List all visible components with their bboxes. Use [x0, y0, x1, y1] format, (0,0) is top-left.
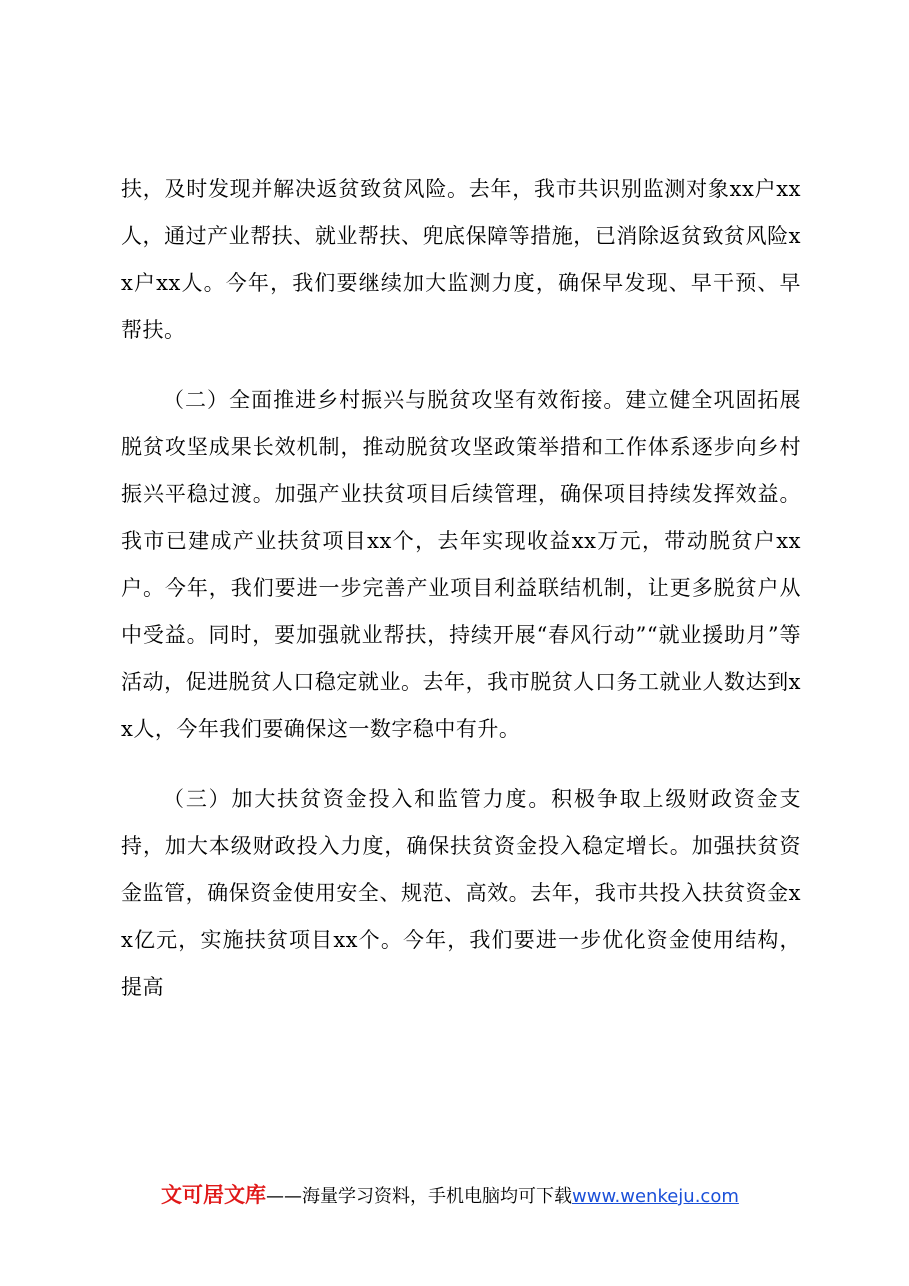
footer-brand: 文可居文库	[161, 1183, 266, 1207]
footer-tagline: ——海量学习资料，手机电脑均可下载	[266, 1186, 572, 1207]
paragraph-continuation: 扶，及时发现并解决返贫致贫风险。去年，我市共识别监测对象xx户xx人，通过产业帮扶、就业帮扶、兜底保障等措施，已消除返贫致贫风险xx户xx人。今年，我们要继续加大监测力度，确保早发现、早干预、早帮扶。	[121, 177, 801, 342]
paragraph-section-two: （二）全面推进乡村振兴与脱贫攻坚有效衔接。建立健全巩固拓展脱贫攻坚成果长效机制，推动脱贫攻坚政策举措和工作体系逐步向乡村振兴平稳过渡。加强产业扶贫项目后续管理，确保项目持续发挥效益。我市已建成产业扶贫项目xx个，去年实现收益xx万元，带动脱贫户xx户。今年，我们要进一步完善产业项目利益联结机制，让更多脱贫户从中受益。同时，要加强就业帮扶，持续开展“春风行动”“就业援助月”等活动，促进脱贫人口稳定就业。去年，我市脱贫人口务工就业人数达到xx人，今年我们要确保这一数字稳中有升。	[121, 388, 801, 741]
footer-banner	[161, 1180, 861, 1212]
document-body	[121, 166, 801, 1011]
footer-website-link[interactable]: www.wenkeju.com	[572, 1186, 739, 1207]
paragraph-section-three: （三）加大扶贫资金投入和监管力度。积极争取上级财政资金支持，加大本级财政投入力度，确保扶贫资金投入稳定增长。加强扶贫资金监管，确保资金使用安全、规范、高效。去年，我市共投入扶贫资金xx亿元，实施扶贫项目xx个。今年，我们要进一步优化资金使用结构，提高	[121, 787, 801, 999]
